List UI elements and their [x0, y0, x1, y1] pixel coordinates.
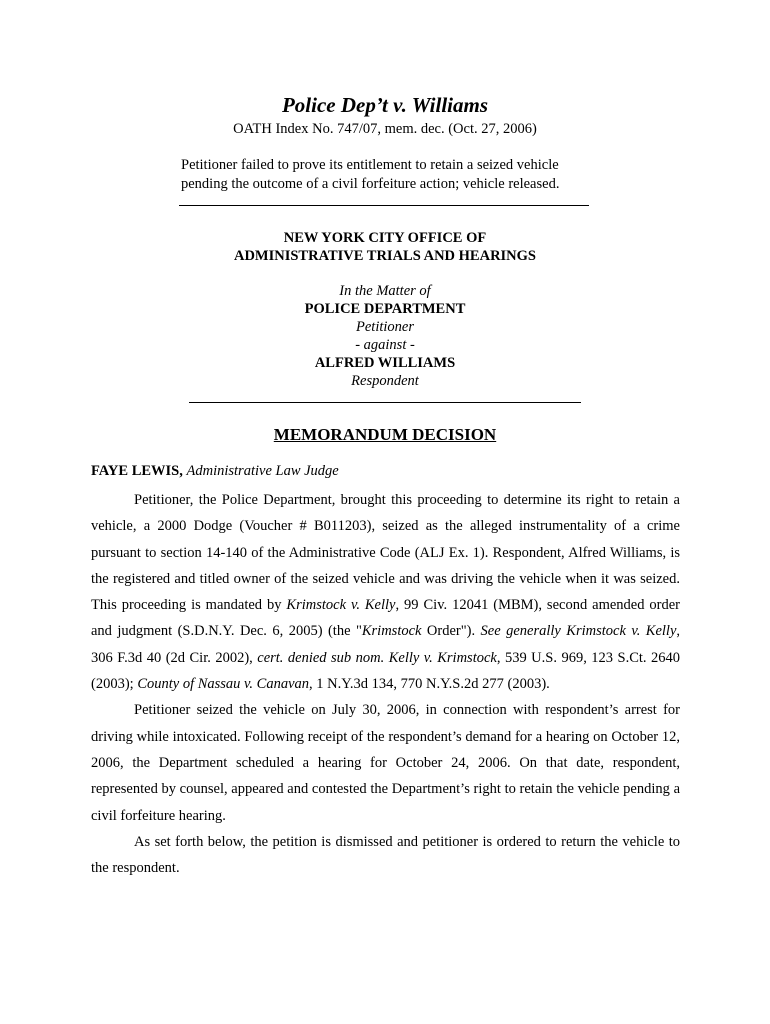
paragraph-2: Petitioner seized the vehicle on July 30, 2006, in connection with respondent’s arrest for driving while intoxicated. Following receipt of the respondent’s demand for a hearing on October 12, 2006, the Department scheduled a hearing for October 24, 2006. On that date, respondent, represented by counsel, appeared and contested the Department’s right to retain the vehicle pending a civil forfeiture hearing. — [91, 702, 680, 824]
respondent-role: Respondent — [351, 373, 419, 389]
decision-heading: MEMORANDUM DECISION — [273, 425, 497, 444]
case-cite: See generally Krimstock v. Kelly — [480, 623, 677, 640]
against-line: - against - — [355, 337, 415, 353]
case-title: Police Dep’t v. Williams — [281, 93, 489, 117]
petitioner-role: Petitioner — [356, 319, 414, 335]
case-summary: Petitioner failed to prove its entitlement to retain a seized vehicle pending the outcome of a civil forfeiture action; vehicle released. — [181, 157, 560, 192]
judge-line — [91, 463, 339, 480]
p1-text: Order"). — [421, 623, 481, 640]
p1-text: , 539 U.S. 969, 123 S.Ct. 2640 (2003); — [91, 649, 680, 693]
judge-name: FAYE LEWIS, — [91, 463, 183, 479]
p1-text: Petitioner, the Police Department, brought this proceeding to determine its right to retain a vehicle, a 2000 Dodge (Voucher # B011203), seized as the alleged instrumentality of a crime pursuant to section 14-140 of the Administrative Code (ALJ Ex. 1). Respondent, Alfred Williams, is the registered and titled owner of the seized vehicle and was driving the vehicle when it was seized. This proceeding is mandated by — [91, 492, 680, 614]
matter-line: In the Matter of — [339, 283, 431, 299]
case-cite: County of Nassau v. Canavan — [137, 676, 310, 693]
judge-title: Administrative Law Judge — [186, 463, 339, 479]
petitioner-name: POLICE DEPARTMENT — [304, 301, 466, 317]
p1-text: , 1 N.Y.3d 134, 770 N.Y.S.2d 277 (2003). — [309, 676, 550, 693]
case-citation: OATH Index No. 747/07, mem. dec. (Oct. 27, 2006) — [233, 121, 537, 137]
paragraph-1 — [91, 487, 680, 697]
paragraph-3: As set forth below, the petition is dismissed and petitioner is ordered to return the vehicle to the respondent. — [91, 833, 680, 877]
agency-header — [0, 229, 770, 265]
agency-line-2: ADMINISTRATIVE TRIALS AND HEARINGS — [233, 248, 536, 264]
p1-text: , 99 Civ. 12041 (MBM), second amended order and judgment (S.D.N.Y. Dec. 6, 2005) (the " — [91, 597, 680, 640]
respondent-name: ALFRED WILLIAMS — [314, 355, 456, 371]
case-cite: Krimstock — [361, 623, 422, 640]
decision-body — [91, 487, 680, 881]
case-caption — [0, 282, 770, 390]
agency-line-1: NEW YORK CITY OFFICE OF — [283, 230, 487, 246]
divider-line — [189, 402, 581, 403]
p1-text: , 306 F.3d 40 (2d Cir. 2002), — [91, 623, 681, 666]
case-cite: cert. denied sub nom. Kelly v. Krimstock — [257, 649, 497, 666]
case-cite: Krimstock v. Kelly — [286, 597, 396, 614]
divider-line — [179, 205, 589, 206]
